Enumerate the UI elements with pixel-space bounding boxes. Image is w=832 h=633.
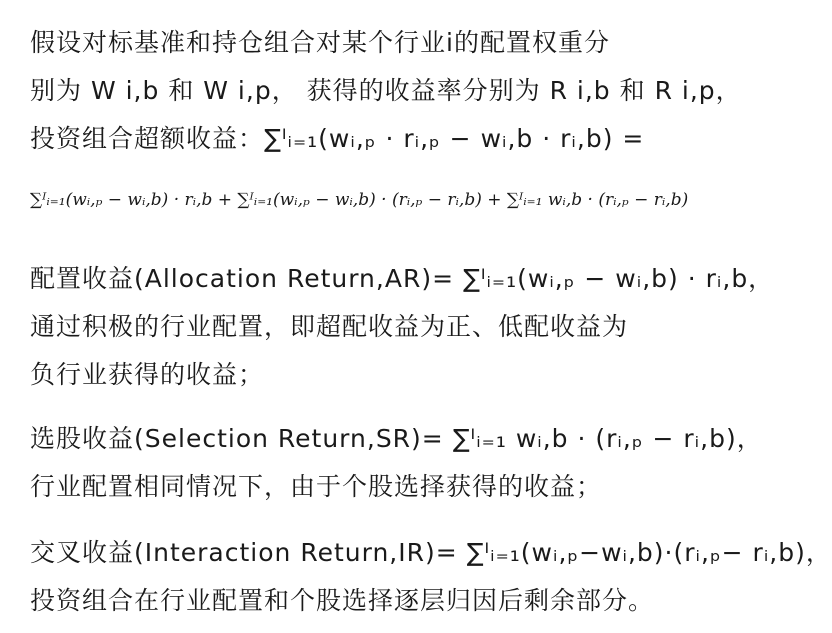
selection-return-line-1: 选股收益(Selection Return,SR)= ∑ᴵᵢ₌₁ wᵢ,b · (rᵢ,ₚ − rᵢ,b)，: [30, 424, 763, 453]
allocation-return-line-1: 配置收益(Allocation Return,AR)= ∑ᴵᵢ₌₁(wᵢ,ₚ − wᵢ,b) · rᵢ,b，: [30, 264, 775, 293]
paragraph-intro-line-2: 别为 W i,b 和 W i,p， 获得的收益率分别为 R i,b 和 R i,p，: [30, 76, 742, 105]
allocation-return-line-3: 负行业获得的收益；: [30, 360, 265, 389]
paragraph-intro-line-1: 假设对标基准和持仓组合对某个行业i的配置权重分: [30, 28, 610, 57]
paragraph-intro-line-3: 投资组合超额收益：∑ᴵᵢ₌₁(wᵢ,ₚ · rᵢ,ₚ − wᵢ,b · rᵢ,b) =: [30, 124, 645, 153]
interaction-return-line-2: 投资组合在行业配置和个股选择逐层归因后剩余部分。: [30, 586, 655, 615]
selection-return-line-2: 行业配置相同情况下，由于个股选择获得的收益；: [30, 472, 603, 501]
allocation-return-line-2: 通过积极的行业配置，即超配收益为正、低配收益为: [30, 312, 629, 341]
excess-return-decomposition-equation: ∑ᴵᵢ₌₁(wᵢ,ₚ − wᵢ,b) · rᵢ,b + ∑ᴵᵢ₌₁(wᵢ,ₚ − wᵢ,b) · (rᵢ,ₚ − rᵢ,b) + ∑ᴵᵢ₌₁ wᵢ,b · (rᵢ,ₚ − rᵢ,b): [30, 190, 689, 210]
interaction-return-line-1: 交叉收益(Interaction Return,IR)= ∑ᴵᵢ₌₁(wᵢ,ₚ−wᵢ,b)·(rᵢ,ₚ− rᵢ,b)，: [30, 538, 832, 567]
